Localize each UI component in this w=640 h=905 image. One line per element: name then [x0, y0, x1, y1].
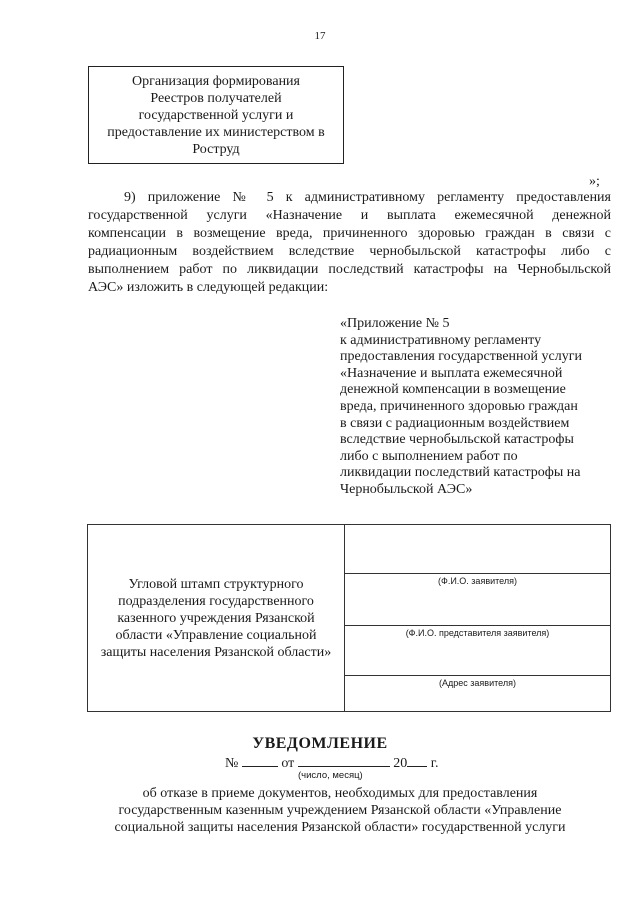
- appendix-line: денежной компенсации в возмещение: [340, 382, 566, 398]
- paragraph-line: компенсации в возмещение вреда, причиненного здоровью граждан в связи с: [88, 226, 611, 241]
- paragraph-line: государственной услуги «Назначение и выплата ежемесячной денежной: [88, 208, 611, 223]
- appendix-line: вследствие чернобыльской катастрофы: [340, 432, 574, 448]
- notice-body-line: социальной защиты населения Рязанской области» государственной услуги: [114, 820, 566, 835]
- appendix-line: либо с выполнением работ по: [340, 448, 518, 464]
- amendment-paragraph: [88, 189, 611, 297]
- appendix-line: Чернобыльской АЭС»: [340, 481, 473, 497]
- notice-body-line: государственным казенным учреждением Рязанской области «Управление: [118, 803, 562, 818]
- representative-name-caption: (Ф.И.О. представителя заявителя): [405, 628, 550, 638]
- stamp-line: Угловой штамп структурного: [128, 576, 304, 592]
- appendix-line: вреда, причиненного здоровью граждан: [340, 398, 578, 414]
- paragraph-line: АЭС» изложить в следующей редакции:: [88, 280, 329, 295]
- side-box-line: государственной услуги и: [138, 107, 294, 123]
- notice-date-field[interactable]: [298, 754, 390, 767]
- date-caption: (число, месяц): [298, 770, 363, 781]
- number-sign: №: [225, 756, 239, 771]
- year-suffix: г.: [430, 756, 439, 771]
- stamp-line: подразделения государственного: [118, 593, 314, 609]
- paragraph-line: выполнением работ по ликвидации последствий катастрофы на Чернобыльской: [88, 262, 611, 277]
- stamp-line: защиты населения Рязанской области»: [100, 644, 332, 660]
- from-label: от: [281, 756, 295, 771]
- notice-body: [80, 785, 600, 836]
- applicant-name-caption: (Ф.И.О. заявителя): [438, 576, 517, 586]
- appendix-line: «Приложение № 5: [340, 316, 450, 331]
- stamp-table: [87, 524, 611, 712]
- notice-number-field[interactable]: [242, 754, 278, 767]
- notice-title: УВЕДОМЛЕНИЕ: [252, 735, 388, 752]
- side-box-line: Организация формирования: [132, 73, 300, 89]
- page-number: 17: [314, 30, 326, 42]
- representative-name-field[interactable]: [345, 625, 610, 626]
- year-prefix: 20: [393, 756, 408, 771]
- appendix-heading: [340, 316, 602, 499]
- appendix-line: предоставления государственной услуги: [340, 349, 582, 365]
- appendix-line: в связи с радиационным воздействием: [340, 415, 570, 431]
- closing-quote: »;: [589, 174, 600, 189]
- appendix-line: «Назначение и выплата ежемесячной: [340, 365, 563, 381]
- paragraph-line: 9) приложение № 5 к административному регламенту предоставления: [124, 190, 611, 205]
- side-box-line: Роструд: [192, 141, 240, 157]
- side-box-line: предоставление их министерством в: [107, 124, 325, 140]
- stamp-line: области «Управление социальной: [115, 627, 317, 643]
- applicant-name-field[interactable]: [345, 573, 610, 574]
- side-box-line: Реестров получателей: [150, 90, 282, 106]
- applicant-address-caption: (Адрес заявителя): [439, 678, 516, 688]
- side-box: [88, 66, 344, 164]
- paragraph-line: радиационным воздействием вследствие чернобыльской катастрофы либо с: [88, 244, 611, 259]
- stamp-line: казенного учреждения Рязанской: [117, 610, 315, 626]
- corner-stamp: [88, 525, 344, 711]
- appendix-line: к административному регламенту: [340, 332, 542, 348]
- notice-year-field[interactable]: [407, 754, 427, 767]
- applicant-address-field[interactable]: [345, 675, 610, 676]
- notice-body-line: об отказе в приеме документов, необходимых для предоставления: [142, 786, 538, 801]
- appendix-line: ликвидации последствий катастрофы на: [340, 465, 581, 481]
